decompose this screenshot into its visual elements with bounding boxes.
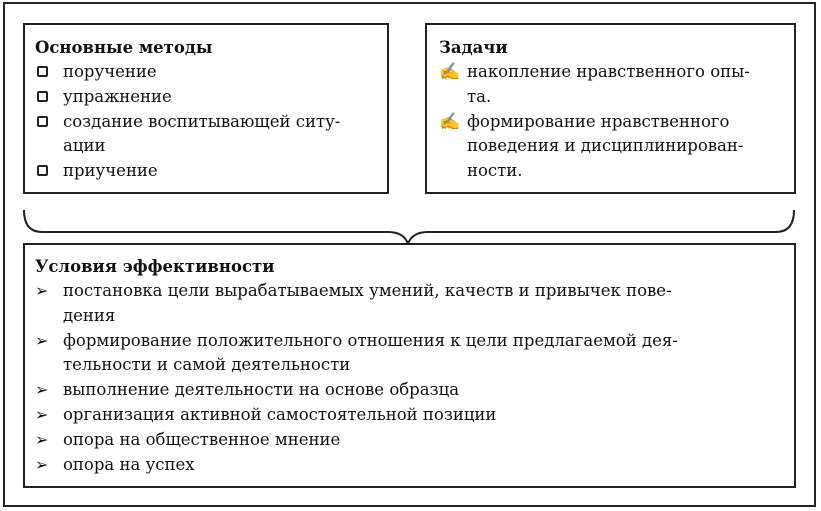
checkbox-square-icon (37, 165, 48, 176)
conditions-title: Условия эффективности (35, 257, 275, 276)
list-item: ➢ опора на общественное мнение (35, 428, 776, 453)
list-item: ➢ выполнение деятельности на основе образца (35, 378, 776, 403)
list-item: ➢ организация активной самостоятельной позиции (35, 403, 776, 428)
arrowhead-bullet-icon: ➢ (35, 281, 49, 300)
list-item: упражнение (35, 85, 373, 110)
checkbox-square-icon (37, 66, 48, 77)
tasks-list (439, 60, 780, 184)
arrowhead-bullet-icon: ➢ (35, 404, 49, 424)
tasks-box (425, 23, 796, 194)
checkbox-square-icon (37, 91, 48, 102)
arrowhead-bullet-icon: ➢ (35, 330, 49, 350)
conditions-box (23, 243, 796, 488)
list-item: создание воспитывающей ситу- ации (35, 110, 373, 160)
list-item: приучение (35, 159, 373, 184)
arrowhead-bullet-icon: ➢ (35, 429, 49, 449)
writing-hand-icon: ✍ (439, 62, 461, 82)
methods-box (23, 23, 389, 194)
methods-title: Основные методы (35, 38, 213, 57)
list-item: ➢ опора на успех (35, 453, 776, 478)
list-item: поручение (35, 60, 373, 85)
tasks-title: Задачи (439, 38, 508, 57)
list-item: ➢ постановка цели вырабатываемых умений, качеств и привычек пове- дения (35, 281, 672, 325)
arrowhead-bullet-icon: ➢ (35, 454, 49, 474)
list-item: ✍ формирование нравственного поведения и дисциплинирован- ности. (439, 111, 744, 181)
connecting-brace (22, 206, 798, 246)
checkbox-square-icon (37, 116, 48, 127)
arrowhead-bullet-icon: ➢ (35, 380, 49, 400)
list-item: ➢ формирование положительного отношения к цели предлагаемой дея- тельности и самой деятельности (35, 330, 678, 375)
writing-hand-icon: ✍ (439, 111, 461, 132)
list-item: ✍ накопление нравственного опы- та. (439, 62, 750, 106)
methods-list (35, 60, 373, 184)
conditions-list (35, 279, 776, 477)
